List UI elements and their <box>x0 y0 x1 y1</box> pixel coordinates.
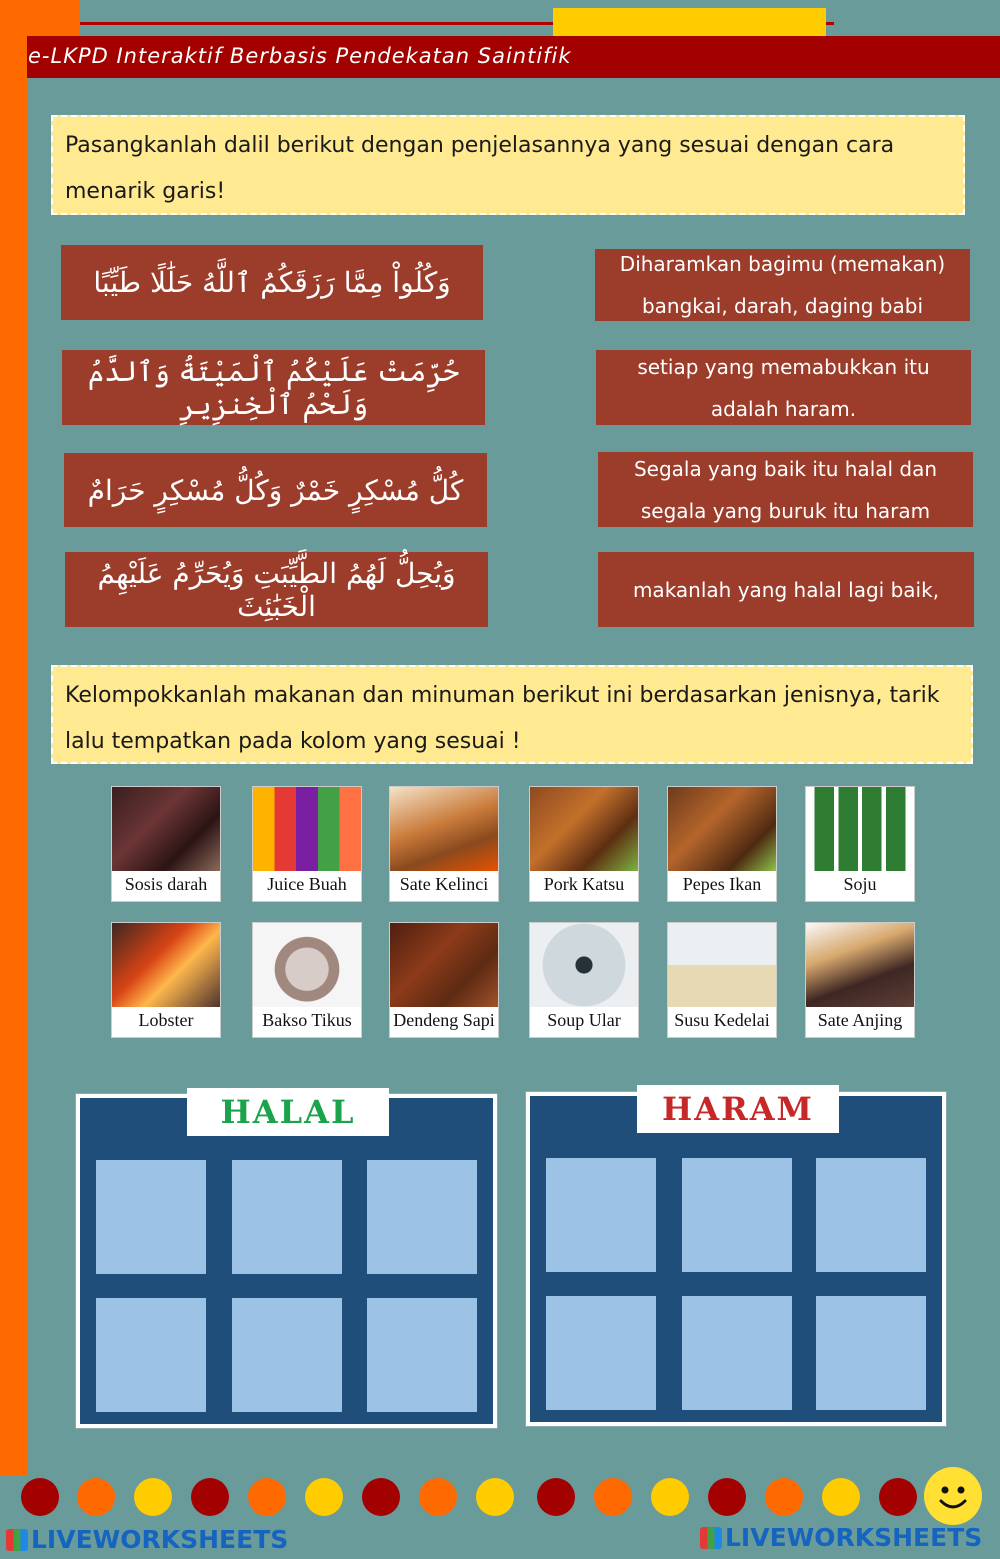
page-title: e-LKPD Interaktif Berbasis Pendekatan Saintifik <box>28 44 572 68</box>
haram-drop-slot[interactable] <box>682 1158 792 1272</box>
food-card[interactable] <box>252 922 362 1038</box>
food-card-label: Pork Katsu <box>543 874 625 894</box>
decorative-dot <box>708 1478 746 1516</box>
decorative-dot <box>77 1478 115 1516</box>
dalil-box-2[interactable]: حُرِّمَتْ عَلَيْكُمُ ٱلْمَيْتَةُ وَٱلدَّمُ وَلَحْمُ ٱلْخِنزِيرِ <box>62 350 485 425</box>
decorative-dot <box>248 1478 286 1516</box>
smiley-icon <box>924 1467 982 1525</box>
food-card[interactable] <box>389 922 499 1038</box>
soup-ular-image <box>530 923 638 1007</box>
left-accent-corner <box>0 0 80 36</box>
haram-drop-slot[interactable] <box>546 1158 656 1272</box>
brand-text-left: LIVEWORKSHEETS <box>31 1525 289 1554</box>
decorative-dot <box>476 1478 514 1516</box>
bakso-tikus-image <box>253 923 361 1007</box>
food-card[interactable] <box>252 786 362 902</box>
food-card-label: Sate Anjing <box>817 1010 903 1030</box>
food-card-label: Lobster <box>138 1010 194 1030</box>
halal-label: HALAL <box>187 1088 389 1136</box>
matching-instruction: Pasangkanlah dalil berikut dengan penjelasannya yang sesuai dengan cara menarik garis! <box>51 115 965 215</box>
liveworksheets-icon <box>700 1527 722 1549</box>
explanation-box-4[interactable]: makanlah yang halal lagi baik, <box>598 552 974 627</box>
pepes-ikan-image <box>668 787 776 871</box>
halal-drop-slot[interactable] <box>96 1160 206 1274</box>
dendeng-sapi-image <box>390 923 498 1007</box>
liveworksheets-logo-left[interactable] <box>6 1525 288 1554</box>
explanation-box-2[interactable]: setiap yang memabukkan itu adalah haram. <box>596 350 971 425</box>
food-card[interactable] <box>667 786 777 902</box>
sate-kelinci-image <box>390 787 498 871</box>
food-card[interactable] <box>805 786 915 902</box>
food-card-label: Sosis darah <box>124 874 208 894</box>
food-card[interactable] <box>389 786 499 902</box>
food-card-label: Juice Buah <box>267 874 347 894</box>
food-card-label: Dendeng Sapi <box>393 1010 495 1030</box>
liveworksheets-icon <box>6 1529 28 1551</box>
left-accent-strip <box>0 0 27 1475</box>
food-card[interactable] <box>529 922 639 1038</box>
food-card-label: Susu Kedelai <box>674 1010 770 1030</box>
food-card[interactable] <box>667 922 777 1038</box>
soju-image <box>806 787 914 871</box>
decorative-dot <box>537 1478 575 1516</box>
decorative-dot <box>765 1478 803 1516</box>
decorative-dot <box>362 1478 400 1516</box>
haram-drop-slot[interactable] <box>546 1296 656 1410</box>
explanation-box-1[interactable]: Diharamkan bagimu (memakan) bangkai, darah, daging babi <box>595 249 970 321</box>
haram-drop-slot[interactable] <box>816 1296 926 1410</box>
halal-drop-slot[interactable] <box>232 1160 342 1274</box>
dalil-box-4[interactable]: وَيُحِلُّ لَهُمُ الطَّيِّبَتِ وَيُحَرِّمُ عَلَيْهِمُ الْخَبَٰئِثَ <box>65 552 488 627</box>
sosis-darah-image <box>112 787 220 871</box>
sate-anjing-image <box>806 923 914 1007</box>
explanation-box-3[interactable]: Segala yang baik itu halal dan segala yang buruk itu haram <box>598 452 973 527</box>
food-card[interactable] <box>111 922 221 1038</box>
dalil-box-3[interactable]: كُلُّ مُسْكِرٍ خَمْرٌ وَكُلُّ مُسْكِرٍ حَرَامٌ <box>64 453 487 527</box>
decorative-dot <box>651 1478 689 1516</box>
decorative-dot <box>419 1478 457 1516</box>
halal-drop-slot[interactable] <box>367 1298 477 1412</box>
haram-label: HARAM <box>637 1085 839 1133</box>
food-card-label: Bakso Tikus <box>262 1010 352 1030</box>
brand-text-right: LIVEWORKSHEETS <box>725 1523 983 1552</box>
food-card-label: Soup Ular <box>547 1010 621 1030</box>
decorative-dot <box>822 1478 860 1516</box>
decorative-dot <box>879 1478 917 1516</box>
haram-drop-slot[interactable] <box>816 1158 926 1272</box>
liveworksheets-logo-right[interactable] <box>700 1523 982 1552</box>
susu-kedelai-image <box>668 923 776 1007</box>
decorative-dot <box>21 1478 59 1516</box>
pork-katsu-image <box>530 787 638 871</box>
grouping-instruction: Kelompokkanlah makanan dan minuman berikut ini berdasarkan jenisnya, tarik lalu tempatkan pada kolom yang sesuai ! <box>51 665 973 764</box>
food-card-label: Pepes Ikan <box>682 874 762 894</box>
halal-drop-slot[interactable] <box>96 1298 206 1412</box>
food-card[interactable] <box>529 786 639 902</box>
decorative-dot <box>305 1478 343 1516</box>
decorative-dot <box>191 1478 229 1516</box>
food-card-label: Soju <box>843 874 877 894</box>
food-card-label: Sate Kelinci <box>399 874 489 894</box>
decorative-dot <box>594 1478 632 1516</box>
halal-drop-slot[interactable] <box>367 1160 477 1274</box>
decorative-dot <box>134 1478 172 1516</box>
haram-drop-slot[interactable] <box>682 1296 792 1410</box>
halal-drop-slot[interactable] <box>232 1298 342 1412</box>
food-card[interactable] <box>805 922 915 1038</box>
lobster-image <box>112 923 220 1007</box>
dalil-box-1[interactable]: وَكُلُواْ مِمَّا رَزَقَكُمُ ٱللَّهُ حَلَٰلًا طَيِّبًا <box>61 245 483 320</box>
food-card[interactable] <box>111 786 221 902</box>
juice-buah-image <box>253 787 361 871</box>
